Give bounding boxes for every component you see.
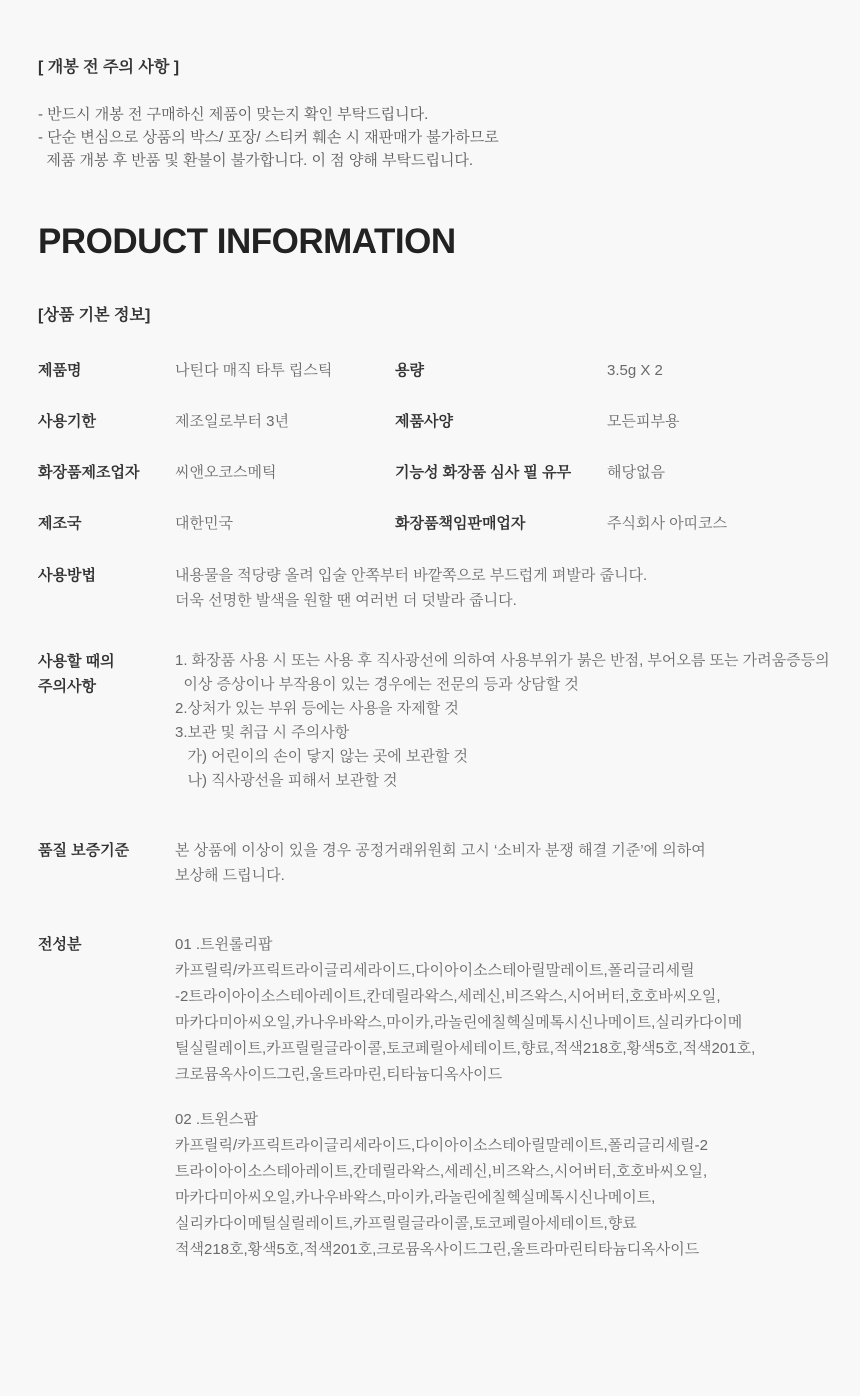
text-line: 틸실릴레이트,카프릴릴글라이콜,토코페릴아세테이트,향료,적색218호,황색5호,적색201호,: [175, 1040, 756, 1057]
info-label: 화장품제조업자: [38, 464, 140, 481]
label-text: 품질 보증기준: [38, 842, 130, 859]
text-line: 3.보관 및 취급 시 주의사항: [175, 724, 350, 741]
info-label: 화장품책임판매업자: [395, 515, 526, 532]
pre-open-notice-title: [ 개봉 전 주의 사항 ]: [38, 59, 180, 76]
usage-value: [175, 563, 852, 613]
info-value: 나틴다 매직 타투 립스틱: [175, 362, 333, 379]
table-row: [38, 514, 852, 533]
info-value: 대한민국: [175, 515, 233, 532]
caution-value: [175, 649, 852, 793]
text-line: 카프릴릭/카프릭트라이글리세라이드,다이아이소스테아릴말레이트,폴리글리세릴: [175, 962, 695, 979]
text-line: 크로뮴옥사이드그린,울트라마린,티타늄디옥사이드: [175, 1066, 503, 1083]
text-line: 제품 개봉 후 반품 및 환불이 불가합니다. 이 점 양해 부탁드립니다.: [38, 152, 474, 169]
text-line: - 단순 변심으로 상품의 박스/ 포장/ 스티커 훼손 시 재판매가 불가하므로: [38, 129, 499, 146]
text-line: 실리카다이메틸실릴레이트,카프릴릴글라이콜,토코페릴아세테이트,향료: [175, 1215, 637, 1232]
info-label: 제품명: [38, 362, 82, 379]
text-line: 트라이아이소스테아레이트,칸데릴라왁스,세레신,비즈왁스,시어버터,호호바씨오일,: [175, 1163, 708, 1180]
info-value: 주식회사 아띠코스: [607, 515, 728, 532]
info-label: 사용기한: [38, 413, 96, 430]
text-line: 주의사항: [38, 678, 96, 695]
text-line: -2트라이아이소스테아레이트,칸데릴라왁스,세레신,비즈왁스,시어버터,호호바씨오일,: [175, 988, 721, 1005]
text-line: 1. 화장품 사용 시 또는 사용 후 직사광선에 의하여 사용부위가 붉은 반점, 부어오름 또는 가려움증등의: [175, 652, 830, 669]
basic-info-table: [38, 361, 852, 533]
caution-label: [38, 649, 175, 793]
ingredients-label: [38, 932, 175, 1263]
ingredient-list: [175, 1133, 852, 1263]
ingredient-list: [175, 958, 852, 1088]
info-label: 제품사양: [395, 413, 453, 430]
ingredient-block-title: 01 .트윈롤리팝: [175, 936, 273, 953]
label-text: 사용방법: [38, 567, 96, 584]
ingredient-block-1: [175, 932, 852, 1088]
info-label: 제조국: [38, 515, 82, 532]
text-line: 2.상처가 있는 부위 등에는 사용을 자제할 것: [175, 700, 459, 717]
ingredients-value: [175, 932, 852, 1263]
usage-row: [38, 563, 852, 613]
text-line: 보상해 드립니다.: [175, 867, 285, 884]
info-label: 기능성 화장품 심사 필 유무: [395, 464, 572, 481]
text-line: 더욱 선명한 발색을 원할 땐 여러번 더 덧발라 줍니다.: [175, 592, 517, 609]
info-value: 모든피부용: [607, 413, 680, 430]
label-text: 전성분: [38, 936, 82, 953]
ingredients-row: [38, 932, 852, 1263]
info-value: 해당없음: [607, 464, 665, 481]
text-line: - 반드시 개봉 전 구매하신 제품이 맞는지 확인 부탁드립니다.: [38, 106, 429, 123]
info-value: 씨앤오코스메틱: [175, 464, 277, 481]
pre-open-notice-lines: [38, 103, 852, 172]
info-label: 용량: [395, 362, 424, 379]
warranty-value: [175, 838, 852, 888]
text-line: 가) 어린이의 손이 닿지 않는 곳에 보관할 것: [175, 748, 469, 765]
text-line: 내용물을 적당량 올려 입술 안쪽부터 바깥쪽으로 부드럽게 펴발라 줍니다.: [175, 567, 648, 584]
text-line: 마카다미아씨오일,카나우바왁스,마이카,라놀린에칠헥실메톡시신나메이트,실리카다이메: [175, 1014, 743, 1031]
usage-label: [38, 563, 175, 613]
basic-info-section-title: [상품 기본 정보]: [38, 307, 151, 324]
page-title: PRODUCT INFORMATION: [38, 222, 456, 261]
text-line: 사용할 때의: [38, 653, 115, 670]
table-row: [38, 361, 852, 380]
info-value: 3.5g X 2: [607, 362, 663, 379]
text-line: 본 상품에 이상이 있을 경우 공정거래위원회 고시 ‘소비자 분쟁 해결 기준’에 의하여: [175, 842, 706, 859]
info-value: 제조일로부터 3년: [175, 413, 289, 430]
ingredient-block-2: [175, 1107, 852, 1263]
text-line: 적색218호,황색5호,적색201호,크로뮴옥사이드그린,울트라마린티타늄디옥사이드: [175, 1241, 700, 1258]
warranty-label: [38, 838, 175, 888]
text-line: 이상 증상이나 부작용이 있는 경우에는 전문의 등과 상담할 것: [175, 676, 579, 693]
caution-row: [38, 649, 852, 793]
text-line: 마카다미아씨오일,카나우바왁스,마이카,라놀린에칠헥실메톡시신나메이트,: [175, 1189, 656, 1206]
text-line: 카프릴릭/카프릭트라이글리세라이드,다이아이소스테아릴말레이트,폴리글리세릴-2: [175, 1137, 708, 1154]
text-line: 나) 직사광선을 피해서 보관할 것: [175, 772, 398, 789]
table-row: [38, 463, 852, 482]
table-row: [38, 412, 852, 431]
ingredient-block-title: 02 .트윈스팝: [175, 1111, 258, 1128]
warranty-row: [38, 838, 852, 888]
